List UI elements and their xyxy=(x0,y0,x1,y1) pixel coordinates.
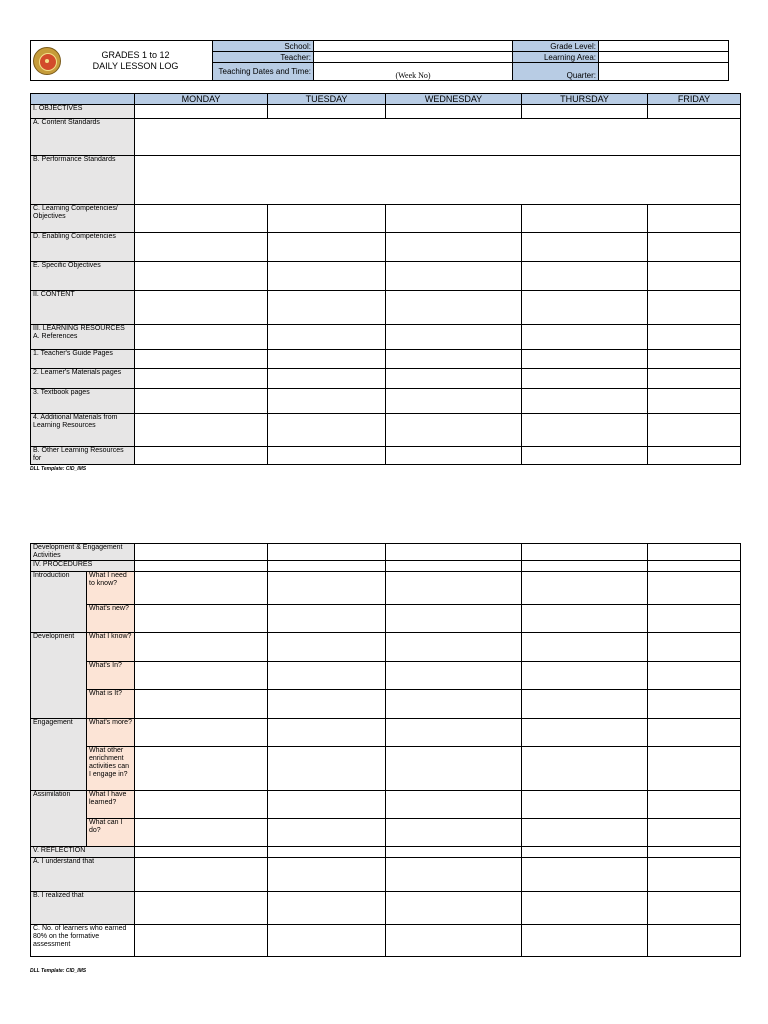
cell[interactable] xyxy=(135,291,268,325)
dev-engagement-label: Development & Engagement Activities xyxy=(31,544,135,561)
cell[interactable] xyxy=(648,572,741,605)
cell[interactable] xyxy=(386,572,522,605)
cell[interactable] xyxy=(648,747,741,791)
header-title-cell xyxy=(31,41,213,81)
cell[interactable] xyxy=(522,561,648,572)
cell[interactable] xyxy=(522,633,648,662)
cell[interactable] xyxy=(648,605,741,633)
engagement-label: Engagement xyxy=(31,719,87,791)
header-table xyxy=(30,40,729,81)
quarter-field[interactable] xyxy=(599,63,729,81)
cell[interactable] xyxy=(648,414,741,447)
grade-level-field[interactable] xyxy=(599,41,729,52)
cell[interactable] xyxy=(135,544,268,561)
cell[interactable] xyxy=(135,325,268,350)
teaching-dates-label: Teaching Dates and Time: xyxy=(213,63,314,81)
cell[interactable] xyxy=(648,291,741,325)
cell[interactable] xyxy=(386,605,522,633)
cell[interactable] xyxy=(135,105,268,119)
cell[interactable] xyxy=(135,369,268,389)
cell[interactable] xyxy=(386,414,522,447)
cell[interactable] xyxy=(268,544,386,561)
cell[interactable] xyxy=(268,350,386,369)
cell[interactable] xyxy=(135,858,268,892)
whats-new-label: What's new? xyxy=(87,605,135,633)
cell[interactable] xyxy=(135,414,268,447)
cell[interactable] xyxy=(135,205,268,233)
cell[interactable] xyxy=(648,662,741,690)
cell[interactable] xyxy=(386,105,522,119)
learning-resources-label xyxy=(31,325,135,350)
cell[interactable] xyxy=(648,633,741,662)
cell[interactable] xyxy=(135,925,268,957)
what-have-learned-label: What I have learned? xyxy=(87,791,135,819)
cell[interactable] xyxy=(522,719,648,747)
cell[interactable] xyxy=(522,662,648,690)
cell[interactable] xyxy=(522,325,648,350)
teacher-label: Teacher: xyxy=(213,52,314,63)
cell[interactable] xyxy=(648,858,741,892)
realized-label: B. I realized that xyxy=(31,892,135,925)
school-label: School: xyxy=(213,41,314,52)
title-line-1: GRADES 1 to 12 xyxy=(101,49,170,60)
cell[interactable] xyxy=(268,325,386,350)
cell[interactable] xyxy=(648,233,741,262)
learning-area-label: Learning Area: xyxy=(513,52,599,63)
no-learners-label: C. No. of learners who earned 80% on the formative assessment xyxy=(31,925,135,957)
cell[interactable] xyxy=(268,262,386,291)
cell[interactable] xyxy=(268,892,386,925)
cell[interactable] xyxy=(135,662,268,690)
cell[interactable] xyxy=(522,858,648,892)
cell[interactable] xyxy=(135,819,268,847)
whats-more-label: What's more? xyxy=(87,719,135,747)
cell[interactable] xyxy=(268,662,386,690)
cell[interactable] xyxy=(135,350,268,369)
cell[interactable] xyxy=(522,847,648,858)
cell[interactable] xyxy=(268,690,386,719)
specific-objectives-label: E. Specific Objectives xyxy=(31,262,135,291)
cell[interactable] xyxy=(522,572,648,605)
cell[interactable] xyxy=(522,690,648,719)
learning-resources-title: III. LEARNING RESOURCES xyxy=(33,325,125,332)
cell[interactable] xyxy=(268,791,386,819)
cell[interactable] xyxy=(268,633,386,662)
cell[interactable] xyxy=(648,105,741,119)
understand-label: A. I understand that xyxy=(31,858,135,892)
cell[interactable] xyxy=(522,892,648,925)
footer-template-label-2: DLL Template: CID_IMS xyxy=(30,968,87,974)
cell[interactable] xyxy=(522,925,648,957)
cell[interactable] xyxy=(522,369,648,389)
cell[interactable] xyxy=(386,633,522,662)
cell[interactable] xyxy=(386,719,522,747)
performance-standards-field[interactable] xyxy=(135,156,741,205)
learners-materials-label: 2. Learner's Materials pages xyxy=(31,369,135,389)
cell[interactable] xyxy=(648,719,741,747)
procedures-label: IV. PROCEDURES xyxy=(31,561,135,572)
day-tuesday: TUESDAY xyxy=(268,94,386,105)
cell[interactable] xyxy=(135,389,268,414)
development-label: Development xyxy=(31,633,87,719)
cell[interactable] xyxy=(648,847,741,858)
cell[interactable] xyxy=(386,892,522,925)
title-line-2: DAILY LESSON LOG xyxy=(92,60,179,71)
other-resources-label: B. Other Learning Resources for xyxy=(31,447,135,465)
assimilation-label: Assimilation xyxy=(31,791,87,847)
what-other-label: What other enrichment activities can I engage in? xyxy=(87,747,135,791)
learning-area-field[interactable] xyxy=(599,52,729,63)
cell[interactable] xyxy=(522,105,648,119)
cell[interactable] xyxy=(386,662,522,690)
cell[interactable] xyxy=(135,747,268,791)
cell[interactable] xyxy=(386,369,522,389)
cell[interactable] xyxy=(268,447,386,465)
cell[interactable] xyxy=(135,690,268,719)
cell[interactable] xyxy=(135,791,268,819)
cell[interactable] xyxy=(135,633,268,662)
teaching-dates-field[interactable] xyxy=(314,63,513,81)
cell[interactable] xyxy=(522,544,648,561)
performance-standards-label: B. Performance Standards xyxy=(31,156,135,205)
day-wednesday: WEDNESDAY xyxy=(386,94,522,105)
cell[interactable] xyxy=(135,233,268,262)
day-thursday: THURSDAY xyxy=(522,94,648,105)
cell[interactable] xyxy=(135,892,268,925)
cell[interactable] xyxy=(522,791,648,819)
cell[interactable] xyxy=(135,605,268,633)
cell[interactable] xyxy=(386,350,522,369)
cell[interactable] xyxy=(386,791,522,819)
cell[interactable] xyxy=(268,819,386,847)
cell[interactable] xyxy=(135,561,268,572)
cell[interactable] xyxy=(386,925,522,957)
footer-template-label-1: DLL Template: CID_IMS xyxy=(30,466,87,472)
teacher-field[interactable] xyxy=(314,52,513,63)
reflection-label: V. REFLECTION xyxy=(31,847,135,858)
cell[interactable] xyxy=(268,414,386,447)
cell[interactable] xyxy=(386,747,522,791)
cell[interactable] xyxy=(386,858,522,892)
grade-level-label: Grade Level: xyxy=(513,41,599,52)
cell[interactable] xyxy=(135,847,268,858)
cell[interactable] xyxy=(268,572,386,605)
week-no: (Week No) xyxy=(395,71,431,80)
day-header-blank xyxy=(31,94,135,105)
enabling-competencies-label: D. Enabling Competencies xyxy=(31,233,135,262)
what-i-need-label: What I need to know? xyxy=(87,572,135,605)
school-field[interactable] xyxy=(314,41,513,52)
what-can-i-do-label: What can I do? xyxy=(87,819,135,847)
cell[interactable] xyxy=(648,892,741,925)
day-monday: MONDAY xyxy=(135,94,268,105)
day-friday: FRIDAY xyxy=(648,94,741,105)
cell[interactable] xyxy=(648,561,741,572)
cell[interactable] xyxy=(135,572,268,605)
cell[interactable] xyxy=(268,205,386,233)
cell[interactable] xyxy=(648,791,741,819)
cell[interactable] xyxy=(386,389,522,414)
introduction-label: Introduction xyxy=(31,572,87,633)
cell[interactable] xyxy=(522,605,648,633)
cell[interactable] xyxy=(386,447,522,465)
cell[interactable] xyxy=(386,561,522,572)
cell[interactable] xyxy=(648,262,741,291)
cell[interactable] xyxy=(268,719,386,747)
cell[interactable] xyxy=(648,369,741,389)
cell[interactable] xyxy=(522,205,648,233)
cell[interactable] xyxy=(386,205,522,233)
cell[interactable] xyxy=(386,544,522,561)
cell[interactable] xyxy=(386,847,522,858)
cell[interactable] xyxy=(648,690,741,719)
additional-materials-label: 4. Additional Materials from Learning Resources xyxy=(31,414,135,447)
learning-competencies-label: C. Learning Competencies/ Objectives xyxy=(31,205,135,233)
cell[interactable] xyxy=(268,925,386,957)
lesson-log-table-2 xyxy=(30,543,741,957)
cell[interactable] xyxy=(648,350,741,369)
cell[interactable] xyxy=(268,858,386,892)
cell[interactable] xyxy=(522,350,648,369)
cell[interactable] xyxy=(648,819,741,847)
cell[interactable] xyxy=(648,544,741,561)
cell[interactable] xyxy=(268,605,386,633)
cell[interactable] xyxy=(648,325,741,350)
lesson-log-table-1 xyxy=(30,93,741,465)
cell[interactable] xyxy=(386,291,522,325)
cell[interactable] xyxy=(268,747,386,791)
cell[interactable] xyxy=(268,561,386,572)
objectives-label: I. OBJECTIVES xyxy=(31,105,135,119)
cell[interactable] xyxy=(268,847,386,858)
deped-seal-logo xyxy=(33,47,61,75)
content-label: II. CONTENT xyxy=(31,291,135,325)
cell[interactable] xyxy=(386,819,522,847)
whats-in-label: What's In? xyxy=(87,662,135,690)
cell[interactable] xyxy=(522,233,648,262)
cell[interactable] xyxy=(268,105,386,119)
content-standards-field[interactable] xyxy=(135,119,741,156)
cell[interactable] xyxy=(648,925,741,957)
cell[interactable] xyxy=(386,690,522,719)
cell[interactable] xyxy=(386,325,522,350)
quarter-label: Quarter: xyxy=(513,63,599,81)
cell[interactable] xyxy=(648,389,741,414)
cell[interactable] xyxy=(135,262,268,291)
what-i-know-label: What I know? xyxy=(87,633,135,662)
cell[interactable] xyxy=(268,291,386,325)
cell[interactable] xyxy=(522,262,648,291)
cell[interactable] xyxy=(386,233,522,262)
cell[interactable] xyxy=(522,389,648,414)
cell[interactable] xyxy=(268,233,386,262)
teachers-guide-label: 1. Teacher's Guide Pages xyxy=(31,350,135,369)
cell[interactable] xyxy=(648,447,741,465)
cell[interactable] xyxy=(386,262,522,291)
references-label: A. References xyxy=(33,333,78,340)
cell[interactable] xyxy=(522,291,648,325)
cell[interactable] xyxy=(522,819,648,847)
cell[interactable] xyxy=(135,719,268,747)
cell[interactable] xyxy=(522,747,648,791)
content-standards-label: A. Content Standards xyxy=(31,119,135,156)
textbook-pages-label: 3. Textbook pages xyxy=(31,389,135,414)
what-is-it-label: What is It? xyxy=(87,690,135,719)
cell[interactable] xyxy=(522,447,648,465)
cell[interactable] xyxy=(648,205,741,233)
cell[interactable] xyxy=(135,447,268,465)
cell[interactable] xyxy=(522,414,648,447)
cell[interactable] xyxy=(268,389,386,414)
cell[interactable] xyxy=(268,369,386,389)
